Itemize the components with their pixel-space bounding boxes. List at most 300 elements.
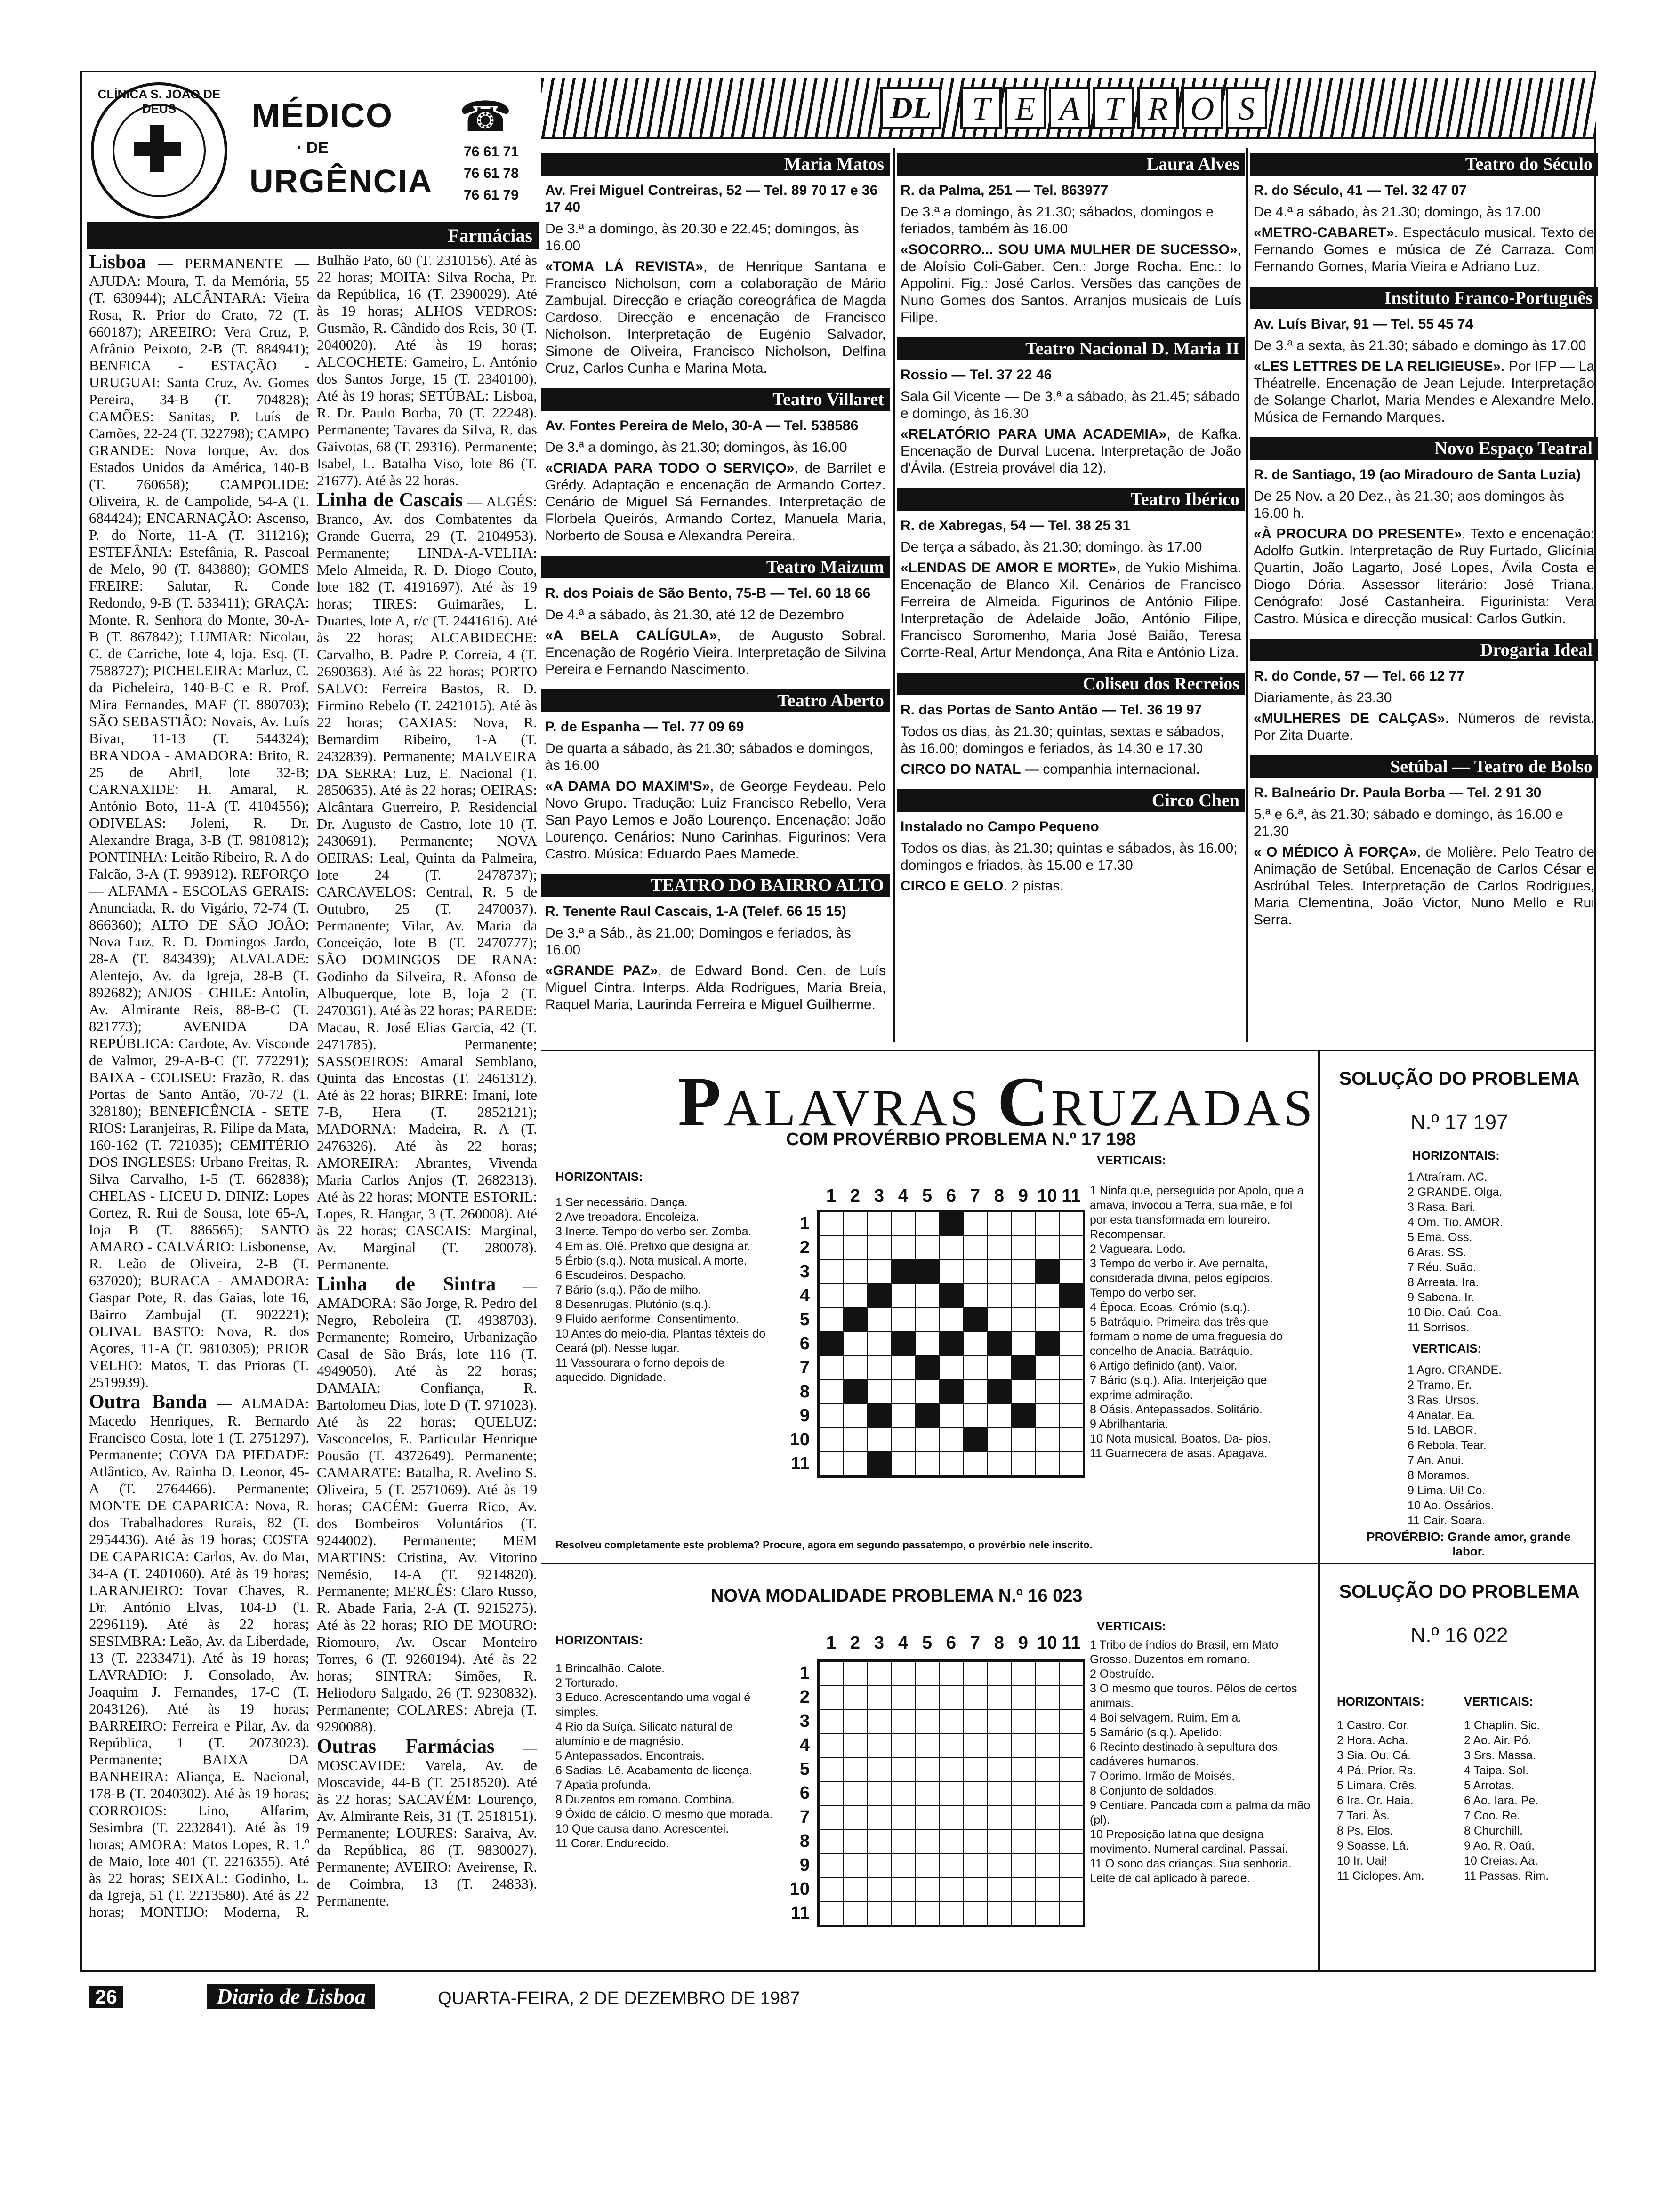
grid-cell[interactable] [867,1332,891,1356]
grid-cell[interactable] [1059,1332,1083,1356]
theatre-address: R. Tenente Raul Cascais, 1-A (Telef. 66 15 15) [545,904,846,919]
grid-cell[interactable] [1011,1829,1035,1853]
page-footer [80,1984,1596,2012]
grid-cell[interactable] [891,1733,915,1757]
grid-cell[interactable] [1059,1236,1083,1260]
grid-cell[interactable] [843,1284,867,1308]
grid-cell[interactable] [987,1709,1011,1733]
grid-cell[interactable] [987,1284,1011,1308]
grid-cell[interactable] [1011,1332,1035,1356]
grid-cell[interactable] [1059,1805,1083,1829]
clue-item: 1 Ser necessário. Dança. [555,1196,688,1209]
grid-cell[interactable] [891,1829,915,1853]
proverbio: PROVÉRBIO: Grande amor, grande labor. [1367,1530,1571,1558]
grid-cell[interactable] [1011,1685,1035,1709]
grid-cell[interactable] [915,1709,939,1733]
grid-cell[interactable] [963,1757,987,1781]
grid-cell[interactable] [819,1805,843,1829]
grid-cell[interactable] [1035,1356,1059,1380]
grid-cell[interactable] [1035,1212,1059,1236]
black-cell [939,1332,963,1356]
grid-cell[interactable] [939,1404,963,1428]
show-details: , de George Feydeau. Pelo Novo Grupo. Tradução: Luiz Francisco Rebello, Vera San Payo Lemos e João Lourenço. Encenação: João Lourenço. Cenários: Nuno Carinhas. Figurinos: Vera Castro. Música: Eduardo Paes Mamede. [545,778,886,862]
grid-cell[interactable] [867,1380,891,1404]
clue-item: 9 Abrilhantaria. [1090,1418,1168,1431]
grid-cell[interactable] [963,1709,987,1733]
grid-cell[interactable] [843,1781,867,1805]
crossword-grid[interactable] [817,1210,1085,1478]
theatre-schedule: De quarta a sábado, às 21.30; sábados e domingos, às 16.00 [545,741,874,773]
show-details: , de Aloísio Coli-Gaber. Cen.: Jorge Rocha. Enc.: Io Appolini. Fig.: José Carlos. Versões das canções de Nuno Gomes dos Santos. Arranjos musicais de Luís Filipe. [901,242,1241,325]
grid-cell[interactable] [1059,1685,1083,1709]
clue-item: 7 Bário (s.q.). Afia. Interjeição que exprime admiração. [1090,1374,1267,1402]
grid-cell[interactable] [867,1853,891,1877]
grid-cell[interactable] [987,1877,1011,1901]
grid-cell[interactable] [963,1805,987,1829]
grid-cell[interactable] [915,1212,939,1236]
grid-cell[interactable] [939,1901,963,1925]
grid-cell[interactable] [1035,1284,1059,1308]
verticais-clues [1090,1638,1311,1886]
grid-cell[interactable] [843,1260,867,1284]
grid-cell[interactable] [939,1805,963,1829]
grid-cell[interactable] [1011,1661,1035,1685]
phone-icon: ☎ [459,94,512,141]
grid-cell[interactable] [819,1452,843,1476]
grid-cell[interactable] [1059,1829,1083,1853]
theatre-schedule: De 3.ª a domingo, às 21.30; domingos, às 16.00 [545,440,847,455]
row-number: 11 [790,1903,810,1923]
grid-cell[interactable] [987,1212,1011,1236]
column-number: 6 [946,1186,957,1206]
grid-cell[interactable] [1011,1212,1035,1236]
grid-cell[interactable] [1035,1757,1059,1781]
solution-item: 7 An. Anui. [1408,1454,1464,1467]
grid-cell[interactable] [819,1212,843,1236]
grid-cell[interactable] [891,1452,915,1476]
grid-cell[interactable] [1011,1901,1035,1925]
show-title: «A BELA CALÍGULA» [545,628,717,643]
grid-row-numbers [772,1661,810,1925]
farmacias-sintra [317,1274,537,1735]
column-divider [1318,1050,1320,1972]
theatre-name: Maria Matos [541,153,890,176]
grid-cell[interactable] [1059,1452,1083,1476]
grid-cell[interactable] [987,1853,1011,1877]
grid-cell[interactable] [819,1380,843,1404]
grid-cell[interactable] [915,1805,939,1829]
grid-cell[interactable] [987,1308,1011,1332]
grid-cell[interactable] [939,1829,963,1853]
grid-cell[interactable] [843,1452,867,1476]
grid-cell[interactable] [867,1757,891,1781]
grid-cell[interactable] [987,1805,1011,1829]
row-number: 5 [799,1310,810,1330]
grid-cell[interactable] [1011,1853,1035,1877]
grid-cell[interactable] [819,1877,843,1901]
grid-cell[interactable] [867,1901,891,1925]
grid-cell[interactable] [867,1661,891,1685]
grid-cell[interactable] [1059,1877,1083,1901]
grid-cell[interactable] [867,1212,891,1236]
grid-cell[interactable] [1059,1901,1083,1925]
grid-cell[interactable] [891,1781,915,1805]
left-column [87,78,539,1951]
column-number: 5 [922,1633,933,1653]
solucao-verticais [1464,1718,1549,1883]
grid-cell[interactable] [1011,1308,1035,1332]
grid-cell[interactable] [939,1452,963,1476]
grid-cell[interactable] [819,1284,843,1308]
black-cell [963,1428,987,1452]
grid-cell[interactable] [987,1260,1011,1284]
grid-cell[interactable] [939,1853,963,1877]
grid-cell[interactable] [819,1829,843,1853]
grid-cell[interactable] [1011,1757,1035,1781]
grid-cell[interactable] [939,1781,963,1805]
phone-number: 76 61 71 [464,144,519,160]
grid-cell[interactable] [1035,1685,1059,1709]
grid-cell[interactable] [1035,1853,1059,1877]
grid-cell[interactable] [963,1829,987,1853]
grid-cell[interactable] [963,1356,987,1380]
theatre-schedule: De 3.ª a Sáb., às 21.00; Domingos e feriados, às 16.00 [545,925,851,958]
grid-cell[interactable] [1035,1428,1059,1452]
grid-cell[interactable] [867,1356,891,1380]
show-details: , de Henrique Santana e Francisco Nicholson, com a colaboração de Mário Zambujal. Direcção e criação coreográfica de Magda Cardoso. Direcção e encenação de Francisco Nicholson. Interpretação de Eugénio Salvador, Simone de Oliveira, Francisco Nicholson, Delfina Cruz, Carlos Cunha e Marina Mota. [545,259,886,376]
page-number: 26 [89,1986,123,2008]
show-details: , de Kafka. Encenação de Durval Lucena. Interpretação de João d'Ávila. (Estreia provável dia 12). [901,426,1241,476]
clue-item: 2 Ave trepadora. Encoleiza. [555,1210,700,1224]
grid-cell[interactable] [891,1709,915,1733]
grid-row-numbers [772,1212,810,1476]
grid-cell[interactable] [915,1853,939,1877]
clue-item: 1 Brincalhão. Calote. [555,1662,665,1675]
grid-cell[interactable] [843,1805,867,1829]
grid-cell[interactable] [891,1380,915,1404]
grid-cell[interactable] [819,1404,843,1428]
grid-cell[interactable] [915,1332,939,1356]
solution-item: 1 Agro. GRANDE. [1408,1363,1502,1377]
show-title: «MULHERES DE CALÇAS» [1254,711,1445,726]
farmacias-cascais [317,490,537,1273]
grid-cell[interactable] [987,1428,1011,1452]
grid-cell[interactable] [987,1733,1011,1757]
grid-cell[interactable] [1035,1733,1059,1757]
grid-cell[interactable] [915,1757,939,1781]
teatros-title [960,87,1270,129]
grid-cell[interactable] [819,1901,843,1925]
grid-cell[interactable] [1059,1308,1083,1332]
grid-cell[interactable] [867,1428,891,1452]
grid-cell[interactable] [819,1308,843,1332]
grid-cell[interactable] [987,1901,1011,1925]
grid-cell[interactable] [819,1853,843,1877]
grid-cell[interactable] [939,1733,963,1757]
grid-cell[interactable] [939,1709,963,1733]
grid-cell[interactable] [963,1781,987,1805]
row-number: 1 [799,1663,810,1683]
grid-cell[interactable] [1011,1733,1035,1757]
grid-cell[interactable] [1059,1757,1083,1781]
grid-cell[interactable] [1011,1805,1035,1829]
grid-cell[interactable] [819,1757,843,1781]
verticais-clues [1090,1184,1311,1461]
grid-cell[interactable] [843,1877,867,1901]
clue-item: 3 Educo. Acrescentando uma vogal é simples. [555,1691,751,1719]
grid-cell[interactable] [963,1404,987,1428]
column-number: 3 [874,1186,885,1206]
phone-number: 76 61 78 [464,166,519,181]
section-divider [541,1563,1596,1564]
grid-cell[interactable] [843,1356,867,1380]
grid-cell[interactable] [843,1236,867,1260]
theatre-description [541,960,890,1016]
solution-item: 3 Rasa. Bari. [1408,1201,1476,1214]
grid-cell[interactable] [1035,1404,1059,1428]
grid-cell[interactable] [819,1685,843,1709]
grid-cell[interactable] [915,1661,939,1685]
grid-cell[interactable] [963,1236,987,1260]
grid-cell[interactable] [963,1260,987,1284]
solution-item: 10 Dio. Oaú. Coa. [1408,1306,1502,1319]
area-heading: Linha de Cascais [317,489,463,511]
grid-cell[interactable] [963,1685,987,1709]
clue-item: 1 Tribo de índios do Brasil, em Mato Grosso. Duzentos em romano. [1090,1638,1279,1666]
teatros-column-3 [1250,153,1598,940]
grid-cell[interactable] [867,1308,891,1332]
grid-cell[interactable] [1059,1428,1083,1452]
grid-cell[interactable] [987,1661,1011,1685]
grid-cell[interactable] [891,1757,915,1781]
grid-cell[interactable] [891,1877,915,1901]
row-number: 2 [799,1238,810,1258]
grid-cell[interactable] [963,1901,987,1925]
solution-item: 11 Sorrisos. [1408,1321,1470,1334]
grid-cell[interactable] [867,1709,891,1733]
grid-cell[interactable] [891,1661,915,1685]
grid-cell[interactable] [819,1661,843,1685]
title-letter: T [960,87,1002,129]
grid-cell[interactable] [1059,1380,1083,1404]
grid-cell[interactable] [891,1805,915,1829]
grid-cell[interactable] [819,1260,843,1284]
title-part: ALAVRAS [724,1079,997,1137]
grid-cell[interactable] [939,1661,963,1685]
grid-cell[interactable] [1059,1709,1083,1733]
solution-item: 1 Atraíram. AC. [1408,1170,1488,1184]
grid-cell[interactable] [819,1781,843,1805]
grid-cell[interactable] [939,1356,963,1380]
grid-cell[interactable] [867,1236,891,1260]
grid-cell[interactable] [1011,1428,1035,1452]
grid-cell[interactable] [1011,1284,1035,1308]
grid-cell[interactable] [963,1380,987,1404]
grid-cell[interactable] [963,1332,987,1356]
column-number: 6 [946,1633,957,1653]
theatre-name: Instituto Franco-Português [1250,287,1598,309]
theatre-description [897,239,1245,329]
grid-cell[interactable] [1035,1452,1059,1476]
grid-cell[interactable] [915,1452,939,1476]
grid-cell[interactable] [1035,1805,1059,1829]
grid-cell[interactable] [963,1733,987,1757]
solution-item: 4 Taipa. Sol. [1464,1764,1529,1777]
show-details: , de Molière. Pelo Teatro de Animação de Setúbal. Encenação de Carlos César e Asdrúbal Teles. Interpretação de Carlos Rodrigues, Maria Clementina, João Victor, Nuno Mello e Rui Serra. [1254,844,1595,928]
grid-cell[interactable] [843,1685,867,1709]
grid-cell[interactable] [915,1428,939,1452]
black-cell [1035,1332,1059,1356]
grid-cell[interactable] [987,1356,1011,1380]
grid-cell[interactable] [891,1901,915,1925]
grid-cell[interactable] [1011,1260,1035,1284]
row-number: 11 [790,1454,810,1474]
grid-cell[interactable] [987,1236,1011,1260]
grid-cell[interactable] [891,1308,915,1332]
grid-cell[interactable] [1011,1380,1035,1404]
grid-cell[interactable] [891,1356,915,1380]
grid-cell[interactable] [867,1685,891,1709]
grid-cell[interactable] [1035,1380,1059,1404]
grid-cell[interactable] [939,1236,963,1260]
grid-cell[interactable] [891,1404,915,1428]
grid-cell[interactable] [1059,1404,1083,1428]
grid-cell[interactable] [1059,1212,1083,1236]
grid-cell[interactable] [915,1733,939,1757]
grid-cell[interactable] [843,1212,867,1236]
grid-cell[interactable] [891,1212,915,1236]
grid-cell[interactable] [843,1901,867,1925]
grid-cell[interactable] [1059,1356,1083,1380]
grid-cell[interactable] [891,1428,915,1452]
grid-cell[interactable] [891,1853,915,1877]
grid-cell[interactable] [939,1877,963,1901]
grid-cell[interactable] [915,1284,939,1308]
grid-cell[interactable] [843,1332,867,1356]
grid-cell[interactable] [1011,1709,1035,1733]
crossword-grid[interactable] [817,1659,1085,1927]
grid-cell[interactable] [939,1428,963,1452]
grid-cell[interactable] [1035,1781,1059,1805]
grid-cell[interactable] [819,1733,843,1757]
grid-cell[interactable] [987,1781,1011,1805]
grid-cell[interactable] [867,1733,891,1757]
grid-cell[interactable] [867,1829,891,1853]
grid-cell[interactable] [843,1757,867,1781]
grid-cell[interactable] [843,1428,867,1452]
solution-item: 6 Ao. Iara. Pe. [1464,1794,1539,1807]
grid-cell[interactable] [963,1212,987,1236]
grid-cell[interactable] [1035,1877,1059,1901]
grid-cell[interactable] [1011,1877,1035,1901]
grid-cell[interactable] [915,1685,939,1709]
column-number: 2 [850,1186,861,1206]
grid-cell[interactable] [867,1260,891,1284]
grid-cell[interactable] [939,1757,963,1781]
grid-cell[interactable] [819,1428,843,1452]
theatre-listing [541,689,890,866]
grid-cell[interactable] [915,1781,939,1805]
grid-cell[interactable] [1035,1661,1059,1685]
grid-cell[interactable] [1035,1829,1059,1853]
grid-cell[interactable] [891,1236,915,1260]
grid-cell[interactable] [819,1236,843,1260]
grid-cell[interactable] [915,1308,939,1332]
grid-cell[interactable] [843,1829,867,1853]
theatre-listing [897,337,1245,480]
clue-item: 9 Óxido de cálcio. O mesmo que morada. [555,1808,773,1821]
grid-cell[interactable] [987,1685,1011,1709]
grid-cell[interactable] [939,1685,963,1709]
solution-item: 9 Sabena. Ir. [1408,1291,1474,1304]
grid-cell[interactable] [963,1284,987,1308]
grid-cell[interactable] [963,1661,987,1685]
grid-cell[interactable] [843,1733,867,1757]
theatre-description [897,557,1245,664]
grid-cell[interactable] [915,1236,939,1260]
grid-cell[interactable] [819,1709,843,1733]
grid-cell[interactable] [1035,1308,1059,1332]
grid-cell[interactable] [1035,1901,1059,1925]
grid-cell[interactable] [939,1260,963,1284]
grid-cell[interactable] [1011,1781,1035,1805]
theatre-listing [1250,437,1598,630]
grid-cell[interactable] [843,1709,867,1733]
grid-cell[interactable] [867,1805,891,1829]
grid-cell[interactable] [915,1829,939,1853]
grid-cell[interactable] [963,1853,987,1877]
grid-column-numbers [819,1186,1083,1206]
grid-cell[interactable] [987,1757,1011,1781]
area-heading: Outras Farmácias [317,1736,495,1757]
grid-cell[interactable] [1011,1236,1035,1260]
grid-cell[interactable] [963,1877,987,1901]
solution-item: 5 Id. LABOR. [1408,1424,1477,1437]
grid-cell[interactable] [843,1404,867,1428]
grid-cell[interactable] [1059,1853,1083,1877]
grid-cell[interactable] [987,1829,1011,1853]
grid-cell[interactable] [1059,1733,1083,1757]
horizontais-clues [555,1195,777,1385]
grid-cell[interactable] [1059,1661,1083,1685]
grid-cell[interactable] [987,1404,1011,1428]
grid-cell[interactable] [1059,1781,1083,1805]
grid-cell[interactable] [867,1877,891,1901]
horizontais-label: HORIZONTAIS: [1337,1694,1424,1708]
clue-item: 8 Duzentos em romano. Combina. [555,1793,735,1806]
grid-cell[interactable] [1011,1452,1035,1476]
grid-cell[interactable] [915,1380,939,1404]
grid-cell[interactable] [819,1356,843,1380]
grid-cell[interactable] [939,1308,963,1332]
theatre-address: R. de Xabregas, 54 — Tel. 38 25 31 [901,518,1131,533]
grid-cell[interactable] [963,1452,987,1476]
grid-cell[interactable] [1035,1709,1059,1733]
show-details: . Números de revista. Por Zita Duarte. [1254,711,1594,743]
grid-cell[interactable] [987,1452,1011,1476]
grid-cell[interactable] [915,1901,939,1925]
grid-cell[interactable] [843,1853,867,1877]
grid-cell[interactable] [915,1877,939,1901]
grid-cell[interactable] [1059,1260,1083,1284]
grid-cell[interactable] [1035,1236,1059,1260]
area-heading: Lisboa [89,251,146,273]
clue-item: 5 Batráquio. Primeira das três que formam o nome de uma freguesia do concelho de Anadia. Batráquio. [1090,1315,1283,1358]
grid-cell[interactable] [891,1284,915,1308]
grid-cell[interactable] [891,1685,915,1709]
grid-cell[interactable] [867,1781,891,1805]
grid-cell[interactable] [843,1661,867,1685]
